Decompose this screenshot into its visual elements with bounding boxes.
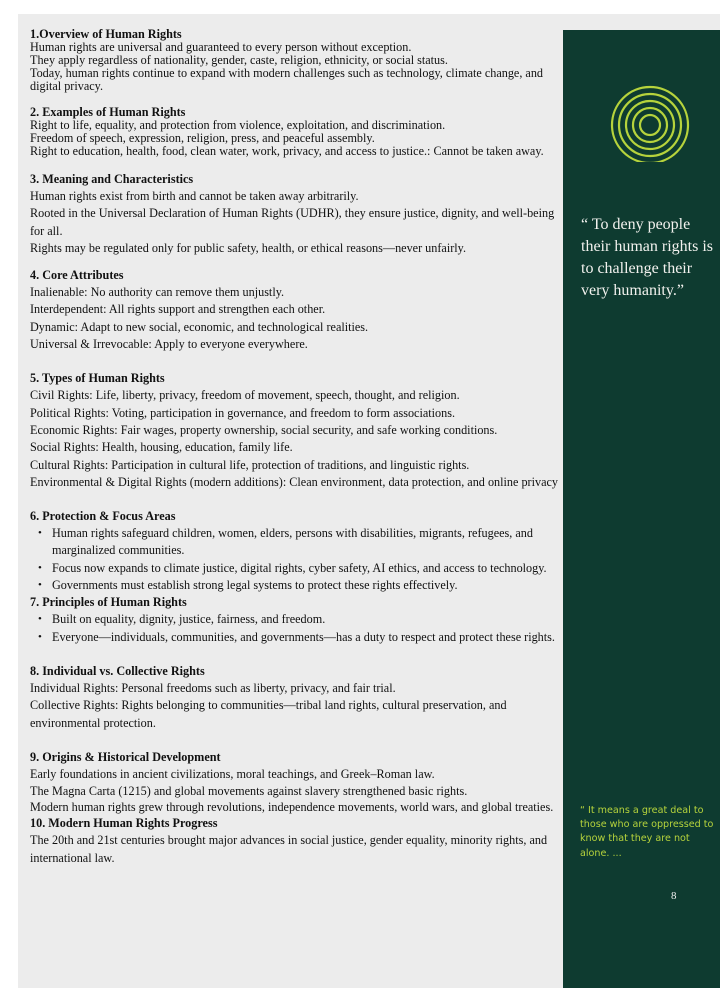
section-line: Interdependent: All rights support and strengthen each other.: [30, 302, 326, 317]
bullet-item: • Human rights safeguard children, women, elders, persons with disabilities, migrants, refugees, and marginalized communities.: [38, 525, 562, 560]
section-line: Individual Rights: Personal freedoms such as liberty, privacy, and fair trial.: [30, 680, 396, 695]
section-heading: 7. Principles of Human Rights: [30, 595, 187, 610]
main-text-column: [30, 28, 562, 867]
section-protection: [30, 508, 562, 594]
section-line: Social Rights: Health, housing, education, family life.: [30, 440, 293, 455]
section-modern-progress: [30, 815, 562, 867]
page-number: 8: [671, 890, 677, 902]
bullet-item: • Built on equality, dignity, justice, fairness, and freedom.: [38, 611, 562, 628]
bullet-list: [38, 525, 562, 594]
bullet-list: [38, 611, 562, 646]
section-line: Right to life, equality, and protection from violence, exploitation, and discrimination.: [30, 118, 446, 132]
bottom-strip: [0, 988, 720, 998]
section-line: Early foundations in ancient civilizations, moral teachings, and Greek–Roman law.: [30, 766, 435, 781]
section-line: Environmental & Digital Rights (modern additions): Clean environment, data protection, and online privacy: [30, 474, 559, 489]
top-strip: [0, 0, 720, 14]
section-principles: [30, 594, 562, 646]
section-line: Rights may be regulated only for public safety, health, or ethical reasons—never unfairly.: [30, 240, 467, 255]
section-heading: 1.Overview of Human Rights: [30, 27, 182, 41]
section-examples: [30, 106, 562, 158]
section-line: Right to education, health, food, clean water, work, privacy, and access to justice.: Cannot be taken away.: [30, 144, 544, 158]
section-line: Universal & Irrevocable: Apply to everyone everywhere.: [30, 337, 308, 352]
section-line: Modern human rights grew through revolutions, independence movements, world wars, and global treaties.: [30, 800, 554, 815]
bullet-item: • Everyone—individuals, communities, and governments—has a duty to respect and protect these rights.: [38, 629, 562, 646]
quote-sidebar: [563, 30, 720, 988]
section-origins: [30, 749, 562, 816]
sidebar-quote: “ To deny people their human rights is to challenge their very humanity.”: [581, 216, 713, 299]
section-line: The Magna Carta (1215) and global movements against slavery strengthened basic rights.: [30, 784, 468, 799]
section-heading: 8. Individual vs. Collective Rights: [30, 663, 205, 678]
section-line: Collective Rights: Rights belonging to communities—tribal land rights, cultural preservation, and environmental protection.: [30, 698, 507, 730]
section-line: The 20th and 21st centuries brought major advances in social justice, gender equality, minority rights, and international law.: [30, 833, 548, 865]
section-core-attributes: [30, 267, 562, 353]
bullet-item: • Focus now expands to climate justice, digital rights, cyber safety, AI ethics, and access to technology.: [38, 560, 562, 577]
section-line: Dynamic: Adapt to new social, economic, and technological realities.: [30, 319, 369, 334]
section-overview: [30, 28, 562, 93]
section-line: Human rights exist from birth and cannot be taken away arbitrarily.: [30, 189, 359, 203]
section-heading: 9. Origins & Historical Development: [30, 749, 221, 764]
section-line: Inalienable: No authority can remove them unjustly.: [30, 285, 285, 300]
section-line: Economic Rights: Fair wages, property ownership, social security, and safe working conditions.: [30, 422, 498, 437]
section-line: Civil Rights: Life, liberty, privacy, freedom of movement, speech, thought, and religion.: [30, 388, 460, 403]
section-line: Political Rights: Voting, participation in governance, and freedom to form associations.: [30, 405, 456, 420]
section-heading: 10. Modern Human Rights Progress: [30, 816, 218, 831]
bullet-item: • Governments must establish strong legal systems to protect these rights effectively.: [38, 577, 562, 594]
section-line: Rooted in the Universal Declaration of Human Rights (UDHR), they ensure justice, dignity, and well-being for all.: [30, 206, 555, 238]
concentric-rings-icon: [583, 82, 720, 162]
section-heading: 3. Meaning and Characteristics: [30, 172, 194, 186]
sidebar-small-quote: “ It means a great deal to those who are oppressed to know that they are not alone. ...: [580, 805, 714, 859]
section-heading: 6. Protection & Focus Areas: [30, 509, 176, 524]
section-line: Cultural Rights: Participation in cultural life, protection of traditions, and linguistic rights.: [30, 457, 470, 472]
section-types: [30, 370, 562, 491]
section-heading: 2. Examples of Human Rights: [30, 105, 186, 119]
section-line: Today, human rights continue to expand with modern challenges such as technology, climate change, and digital privacy.: [30, 66, 544, 93]
section-meaning: [30, 171, 562, 257]
section-line: Human rights are universal and guaranteed to every person without exception.: [30, 40, 412, 54]
section-heading: 4. Core Attributes: [30, 268, 124, 283]
section-line: They apply regardless of nationality, gender, caste, religion, ethnicity, or social status.: [30, 53, 448, 67]
section-individual-collective: [30, 663, 562, 732]
section-line: Freedom of speech, expression, religion, press, and peaceful assembly.: [30, 131, 375, 145]
section-heading: 5. Types of Human Rights: [30, 371, 165, 386]
